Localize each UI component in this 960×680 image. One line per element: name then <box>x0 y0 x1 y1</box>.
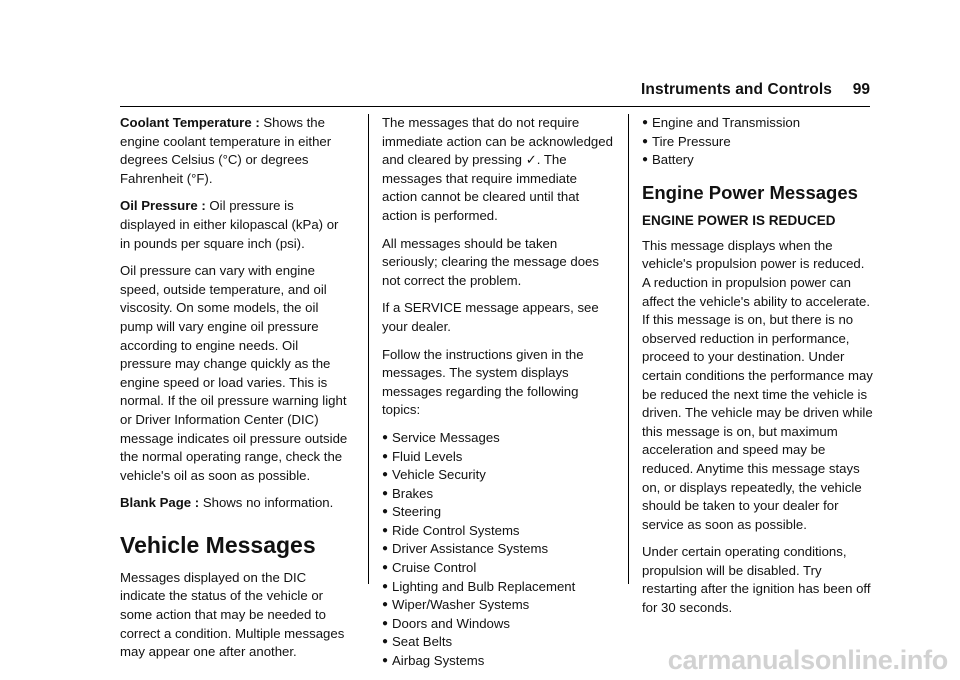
coolant-temperature-paragraph <box>120 114 352 188</box>
vehicle-messages-heading: Vehicle Messages <box>120 531 316 558</box>
list-item-label: Cruise Control <box>392 560 477 576</box>
bullet-icon: ● <box>642 154 649 166</box>
list-item <box>642 133 874 152</box>
topics-list-continued <box>642 114 874 170</box>
list-item-label: Seat Belts <box>392 634 453 650</box>
bullet-icon: ● <box>382 431 389 443</box>
column-1 <box>120 114 352 671</box>
list-item <box>382 652 614 671</box>
list-item <box>382 466 614 485</box>
blank-page-text: Shows no information. <box>199 495 334 511</box>
list-item-label: Driver Assistance Systems <box>392 541 549 557</box>
blank-page-paragraph <box>120 494 352 513</box>
coolant-temperature-text: Shows the engine coolant temperature in either degrees Celsius (°C) or degrees Fahrenheit (°F). <box>120 115 332 186</box>
bullet-icon: ● <box>382 580 389 592</box>
oil-pressure-detail-paragraph: Oil pressure can vary with engine speed, outside temperature, and oil viscosity. On some models, the oil pump will vary engine oil pressure according to engine needs. Oil pressure may change quickly as the engine speed or load varies. This is normal. If the oil pressure warning light or Driver Information Center (DIC) message indicates oil pressure outside the normal operating range, check the vehicle's oil as soon as possible. <box>120 263 348 483</box>
bullet-icon: ● <box>642 135 649 147</box>
blank-page-term: Blank Page : <box>120 495 200 511</box>
list-item-label: Tire Pressure <box>652 133 731 149</box>
bullet-icon: ● <box>382 450 389 462</box>
list-item <box>382 485 614 504</box>
watermark: carmanualsonline.info <box>667 645 948 675</box>
propulsion-disabled-paragraph: Under certain operating conditions, propulsion will be disabled. Try restarting after the ignition has been off for 30 seconds. <box>642 544 871 616</box>
oil-pressure-term: Oil Pressure : <box>120 198 206 214</box>
page-number: 99 <box>852 81 870 98</box>
coolant-temperature-term: Coolant Temperature : <box>120 115 260 130</box>
bullet-icon: ● <box>382 469 389 481</box>
serious-paragraph: All messages should be taken seriously; clearing the message does not correct the problem. <box>382 235 599 288</box>
list-item-label: Steering <box>392 504 442 520</box>
follow-instructions-paragraph: Follow the instructions given in the messages. The system displays messages regarding the following topics: <box>382 346 584 418</box>
list-item <box>382 578 614 597</box>
list-item-label: Battery <box>652 152 694 168</box>
list-item-label: Brakes <box>392 485 434 501</box>
list-item-label: Engine and Transmission <box>652 115 801 130</box>
acknowledge-paragraph <box>382 114 614 226</box>
list-item <box>382 559 614 578</box>
list-item-label: Wiper/Washer Systems <box>392 597 530 613</box>
header-rule <box>120 106 870 107</box>
list-item <box>382 522 614 541</box>
acknowledge-text-after: . The messages that require immediate action cannot be cleared until that action is performed. <box>382 152 580 223</box>
list-item <box>382 633 614 652</box>
bullet-icon: ● <box>382 655 389 667</box>
list-item <box>642 151 874 170</box>
bullet-icon: ● <box>382 617 389 629</box>
vehicle-messages-paragraph: Messages displayed on the DIC indicate the status of the vehicle or some action that may be needed to correct a condition. Multiple messages may appear one after another. <box>120 569 345 660</box>
bullet-icon: ● <box>382 562 389 574</box>
column-divider-1 <box>368 114 369 584</box>
bullet-icon: ● <box>382 524 389 536</box>
list-item-label: Doors and Windows <box>392 615 511 631</box>
list-item-label: Ride Control Systems <box>392 522 520 538</box>
oil-pressure-text: Oil pressure is displayed in either kilopascal (kPa) or in pounds per square inch (psi). <box>120 198 339 251</box>
list-item <box>382 429 614 448</box>
engine-power-messages-heading: Engine Power Messages <box>642 181 858 203</box>
bullet-icon: ● <box>382 543 389 555</box>
bullet-icon: ● <box>382 636 389 648</box>
list-item-label: Fluid Levels <box>392 448 463 464</box>
engine-power-reduced-paragraph: This message displays when the vehicle's propulsion power is reduced. A reduction in propulsion power can affect the vehicle's ability to accelerate. If this message is on, but there is no observed reduction in performance, proceed to your destination. Under certain conditions the performance may be reduced the next time the vehicle is driven. The vehicle may be driven while this message is on, but maximum acceleration and speed may be reduced. Anytime this message stays on, or displays repeatedly, the vehicle should be taken to your dealer for service as soon as possible. <box>642 237 873 532</box>
bullet-icon: ● <box>382 506 389 518</box>
column-3 <box>642 114 874 627</box>
acknowledge-text-before: The messages that do not require immediate action can be acknowledged and cleared by pressing <box>382 115 613 168</box>
list-item <box>382 448 614 467</box>
list-item-label: Vehicle Security <box>392 467 486 483</box>
column-divider-2 <box>628 114 629 584</box>
list-item <box>382 596 614 615</box>
bullet-icon: ● <box>382 487 389 499</box>
checkmark-icon: ✓ <box>525 152 537 168</box>
service-paragraph: If a SERVICE message appears, see your dealer. <box>382 300 599 334</box>
list-item <box>382 503 614 522</box>
page-header <box>0 78 960 108</box>
oil-pressure-paragraph <box>120 197 352 253</box>
bullet-icon: ● <box>382 599 389 611</box>
column-2 <box>382 114 614 680</box>
section-title: Instruments and Controls <box>641 81 832 98</box>
list-item <box>382 540 614 559</box>
engine-power-reduced-heading: ENGINE POWER IS REDUCED <box>642 212 836 228</box>
list-item <box>382 615 614 634</box>
topics-list <box>382 429 614 671</box>
list-item-label: Airbag Systems <box>392 653 485 669</box>
list-item <box>642 114 874 133</box>
list-item-label: Service Messages <box>392 429 500 445</box>
bullet-icon: ● <box>642 117 649 128</box>
list-item-label: Lighting and Bulb Replacement <box>392 578 576 594</box>
